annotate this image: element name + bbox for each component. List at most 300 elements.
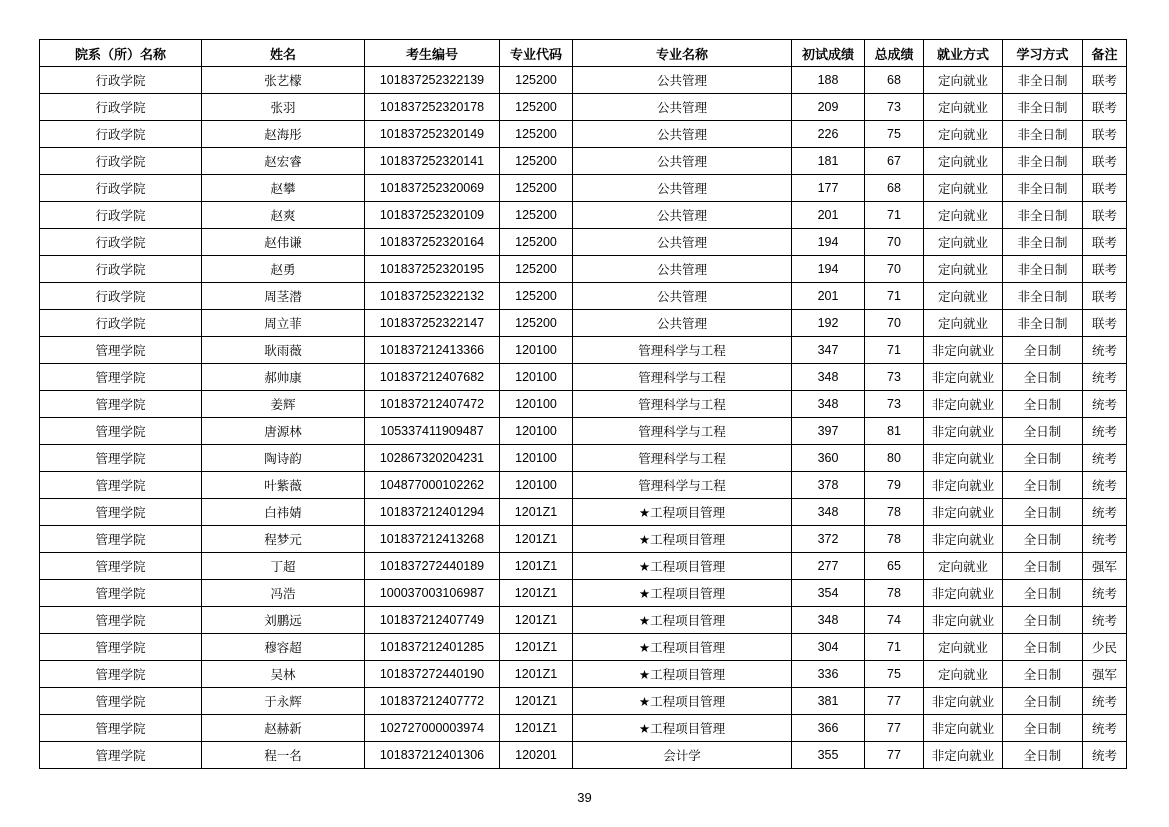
table-row (40, 715, 1127, 742)
cell-remark: 统考 (1083, 337, 1127, 364)
cell-candidate-id: 101837212413366 (365, 337, 500, 364)
table-row (40, 256, 1127, 283)
cell-candidate-id: 101837252322132 (365, 283, 500, 310)
cell-major-code: 1201Z1 (500, 634, 573, 661)
cell-name: 郝帅康 (202, 364, 365, 391)
cell-candidate-id: 100037003106987 (365, 580, 500, 607)
cell-candidate-id: 104877000102262 (365, 472, 500, 499)
table-row (40, 229, 1127, 256)
cell-name: 赵海彤 (202, 121, 365, 148)
cell-prelim-score: 348 (792, 391, 865, 418)
cell-name: 于永辉 (202, 688, 365, 715)
cell-department: 管理学院 (40, 472, 202, 499)
cell-study-mode: 全日制 (1003, 634, 1083, 661)
cell-remark: 强军 (1083, 661, 1127, 688)
cell-major-code: 125200 (500, 148, 573, 175)
cell-study-mode: 非全日制 (1003, 94, 1083, 121)
table-row (40, 202, 1127, 229)
cell-name: 穆容超 (202, 634, 365, 661)
cell-major-name: 公共管理 (573, 283, 792, 310)
cell-total-score: 71 (865, 202, 924, 229)
cell-remark: 统考 (1083, 499, 1127, 526)
cell-employment-type: 非定向就业 (924, 688, 1003, 715)
cell-candidate-id: 102867320204231 (365, 445, 500, 472)
cell-major-name: 管理科学与工程 (573, 418, 792, 445)
cell-department: 行政学院 (40, 283, 202, 310)
cell-major-name: 公共管理 (573, 67, 792, 94)
cell-prelim-score: 378 (792, 472, 865, 499)
cell-major-code: 1201Z1 (500, 553, 573, 580)
cell-department: 管理学院 (40, 499, 202, 526)
cell-remark: 联考 (1083, 148, 1127, 175)
cell-study-mode: 非全日制 (1003, 310, 1083, 337)
cell-total-score: 79 (865, 472, 924, 499)
cell-major-name: ★工程项目管理 (573, 580, 792, 607)
column-header-major-name: 专业名称 (573, 40, 792, 67)
cell-candidate-id: 101837212407749 (365, 607, 500, 634)
cell-employment-type: 非定向就业 (924, 526, 1003, 553)
cell-name: 赵攀 (202, 175, 365, 202)
cell-name: 白祎婧 (202, 499, 365, 526)
cell-remark: 联考 (1083, 67, 1127, 94)
cell-total-score: 67 (865, 148, 924, 175)
cell-major-name: ★工程项目管理 (573, 634, 792, 661)
cell-name: 刘鹏远 (202, 607, 365, 634)
cell-remark: 少民 (1083, 634, 1127, 661)
cell-employment-type: 定向就业 (924, 202, 1003, 229)
cell-major-name: 管理科学与工程 (573, 472, 792, 499)
cell-total-score: 70 (865, 310, 924, 337)
column-header-name: 姓名 (202, 40, 365, 67)
cell-major-name: 管理科学与工程 (573, 445, 792, 472)
cell-major-name: ★工程项目管理 (573, 526, 792, 553)
table-row (40, 634, 1127, 661)
cell-total-score: 78 (865, 580, 924, 607)
cell-candidate-id: 102727000003974 (365, 715, 500, 742)
cell-major-code: 125200 (500, 202, 573, 229)
cell-major-code: 120100 (500, 445, 573, 472)
cell-remark: 统考 (1083, 607, 1127, 634)
cell-study-mode: 全日制 (1003, 742, 1083, 769)
cell-department: 管理学院 (40, 445, 202, 472)
cell-major-name: ★工程项目管理 (573, 661, 792, 688)
admission-table (39, 39, 1127, 769)
cell-name: 耿雨薇 (202, 337, 365, 364)
cell-study-mode: 非全日制 (1003, 175, 1083, 202)
cell-total-score: 75 (865, 121, 924, 148)
cell-total-score: 78 (865, 526, 924, 553)
cell-total-score: 73 (865, 391, 924, 418)
table-row (40, 526, 1127, 553)
cell-department: 管理学院 (40, 580, 202, 607)
cell-employment-type: 非定向就业 (924, 418, 1003, 445)
cell-candidate-id: 101837272440190 (365, 661, 500, 688)
cell-name: 程一名 (202, 742, 365, 769)
cell-employment-type: 定向就业 (924, 661, 1003, 688)
cell-study-mode: 全日制 (1003, 337, 1083, 364)
column-header-department: 院系（所）名称 (40, 40, 202, 67)
cell-major-code: 125200 (500, 94, 573, 121)
cell-major-code: 120100 (500, 364, 573, 391)
cell-candidate-id: 101837252320178 (365, 94, 500, 121)
cell-major-code: 1201Z1 (500, 607, 573, 634)
cell-study-mode: 全日制 (1003, 715, 1083, 742)
table-row (40, 742, 1127, 769)
cell-employment-type: 非定向就业 (924, 337, 1003, 364)
cell-total-score: 68 (865, 175, 924, 202)
cell-total-score: 77 (865, 688, 924, 715)
cell-prelim-score: 366 (792, 715, 865, 742)
cell-name: 张羽 (202, 94, 365, 121)
cell-major-code: 1201Z1 (500, 526, 573, 553)
cell-study-mode: 非全日制 (1003, 229, 1083, 256)
cell-major-name: ★工程项目管理 (573, 715, 792, 742)
cell-major-code: 125200 (500, 175, 573, 202)
cell-name: 姜辉 (202, 391, 365, 418)
cell-total-score: 68 (865, 67, 924, 94)
table-row (40, 472, 1127, 499)
cell-major-code: 120100 (500, 418, 573, 445)
cell-name: 冯浩 (202, 580, 365, 607)
cell-study-mode: 全日制 (1003, 526, 1083, 553)
cell-total-score: 73 (865, 94, 924, 121)
cell-department: 管理学院 (40, 607, 202, 634)
cell-study-mode: 全日制 (1003, 499, 1083, 526)
cell-name: 赵赫新 (202, 715, 365, 742)
cell-major-code: 1201Z1 (500, 688, 573, 715)
cell-study-mode: 全日制 (1003, 661, 1083, 688)
cell-major-name: 会计学 (573, 742, 792, 769)
cell-major-code: 120100 (500, 472, 573, 499)
cell-major-name: 管理科学与工程 (573, 391, 792, 418)
cell-remark: 联考 (1083, 256, 1127, 283)
cell-prelim-score: 226 (792, 121, 865, 148)
cell-name: 赵伟谦 (202, 229, 365, 256)
cell-prelim-score: 372 (792, 526, 865, 553)
cell-prelim-score: 201 (792, 202, 865, 229)
cell-major-code: 1201Z1 (500, 715, 573, 742)
table-row (40, 580, 1127, 607)
cell-major-code: 120100 (500, 337, 573, 364)
cell-name: 程梦元 (202, 526, 365, 553)
cell-employment-type: 定向就业 (924, 175, 1003, 202)
cell-employment-type: 非定向就业 (924, 607, 1003, 634)
cell-major-code: 125200 (500, 283, 573, 310)
cell-remark: 统考 (1083, 742, 1127, 769)
cell-total-score: 77 (865, 715, 924, 742)
cell-total-score: 80 (865, 445, 924, 472)
cell-major-code: 125200 (500, 121, 573, 148)
table-header-row (40, 40, 1127, 67)
cell-candidate-id: 101837272440189 (365, 553, 500, 580)
cell-department: 行政学院 (40, 67, 202, 94)
cell-major-name: ★工程项目管理 (573, 499, 792, 526)
cell-department: 管理学院 (40, 553, 202, 580)
cell-prelim-score: 348 (792, 364, 865, 391)
cell-major-name: 公共管理 (573, 310, 792, 337)
table-row (40, 688, 1127, 715)
cell-remark: 统考 (1083, 688, 1127, 715)
cell-major-name: ★工程项目管理 (573, 688, 792, 715)
cell-employment-type: 定向就业 (924, 94, 1003, 121)
cell-study-mode: 非全日制 (1003, 283, 1083, 310)
column-header-study-mode: 学习方式 (1003, 40, 1083, 67)
cell-total-score: 77 (865, 742, 924, 769)
table-row (40, 283, 1127, 310)
cell-candidate-id: 101837212407472 (365, 391, 500, 418)
cell-candidate-id: 101837212413268 (365, 526, 500, 553)
cell-remark: 统考 (1083, 418, 1127, 445)
cell-major-code: 125200 (500, 310, 573, 337)
table-row (40, 391, 1127, 418)
table-row (40, 445, 1127, 472)
cell-candidate-id: 101837252320164 (365, 229, 500, 256)
cell-prelim-score: 177 (792, 175, 865, 202)
cell-name: 赵爽 (202, 202, 365, 229)
cell-study-mode: 全日制 (1003, 445, 1083, 472)
cell-candidate-id: 101837212407772 (365, 688, 500, 715)
cell-major-code: 1201Z1 (500, 580, 573, 607)
table-row (40, 148, 1127, 175)
cell-remark: 统考 (1083, 715, 1127, 742)
cell-major-name: ★工程项目管理 (573, 607, 792, 634)
cell-candidate-id: 101837252320149 (365, 121, 500, 148)
cell-total-score: 70 (865, 229, 924, 256)
cell-name: 陶诗韵 (202, 445, 365, 472)
cell-prelim-score: 181 (792, 148, 865, 175)
cell-department: 行政学院 (40, 148, 202, 175)
cell-major-code: 120100 (500, 391, 573, 418)
cell-employment-type: 定向就业 (924, 256, 1003, 283)
cell-name: 周立菲 (202, 310, 365, 337)
cell-department: 行政学院 (40, 229, 202, 256)
cell-employment-type: 定向就业 (924, 634, 1003, 661)
table-row (40, 661, 1127, 688)
table-row (40, 310, 1127, 337)
cell-study-mode: 非全日制 (1003, 256, 1083, 283)
cell-name: 丁超 (202, 553, 365, 580)
cell-department: 行政学院 (40, 175, 202, 202)
cell-candidate-id: 101837212401294 (365, 499, 500, 526)
cell-prelim-score: 201 (792, 283, 865, 310)
cell-major-name: 公共管理 (573, 202, 792, 229)
cell-remark: 统考 (1083, 580, 1127, 607)
cell-employment-type: 定向就业 (924, 148, 1003, 175)
column-header-total-score: 总成绩 (865, 40, 924, 67)
cell-candidate-id: 101837212401306 (365, 742, 500, 769)
column-header-candidate-id: 考生编号 (365, 40, 500, 67)
cell-prelim-score: 360 (792, 445, 865, 472)
cell-major-name: 管理科学与工程 (573, 337, 792, 364)
cell-major-name: 公共管理 (573, 94, 792, 121)
cell-major-name: 公共管理 (573, 148, 792, 175)
cell-remark: 统考 (1083, 526, 1127, 553)
cell-remark: 统考 (1083, 391, 1127, 418)
cell-employment-type: 非定向就业 (924, 445, 1003, 472)
cell-employment-type: 定向就业 (924, 283, 1003, 310)
cell-employment-type: 非定向就业 (924, 499, 1003, 526)
cell-remark: 联考 (1083, 202, 1127, 229)
cell-prelim-score: 397 (792, 418, 865, 445)
cell-study-mode: 全日制 (1003, 607, 1083, 634)
cell-employment-type: 非定向就业 (924, 364, 1003, 391)
cell-employment-type: 定向就业 (924, 67, 1003, 94)
cell-candidate-id: 101837252320069 (365, 175, 500, 202)
cell-study-mode: 全日制 (1003, 364, 1083, 391)
cell-total-score: 71 (865, 337, 924, 364)
cell-candidate-id: 101837212401285 (365, 634, 500, 661)
cell-candidate-id: 105337411909487 (365, 418, 500, 445)
cell-total-score: 65 (865, 553, 924, 580)
cell-total-score: 81 (865, 418, 924, 445)
table-body (40, 67, 1127, 769)
cell-employment-type: 非定向就业 (924, 742, 1003, 769)
table-row (40, 121, 1127, 148)
cell-department: 行政学院 (40, 256, 202, 283)
cell-major-name: 公共管理 (573, 229, 792, 256)
cell-major-name: 公共管理 (573, 121, 792, 148)
table-row (40, 337, 1127, 364)
cell-department: 管理学院 (40, 688, 202, 715)
cell-name: 赵勇 (202, 256, 365, 283)
cell-department: 行政学院 (40, 121, 202, 148)
cell-total-score: 70 (865, 256, 924, 283)
column-header-prelim-score: 初试成绩 (792, 40, 865, 67)
cell-major-name: 管理科学与工程 (573, 364, 792, 391)
cell-department: 行政学院 (40, 94, 202, 121)
cell-study-mode: 非全日制 (1003, 67, 1083, 94)
cell-study-mode: 全日制 (1003, 418, 1083, 445)
cell-remark: 联考 (1083, 283, 1127, 310)
table-row (40, 67, 1127, 94)
column-header-employment-type: 就业方式 (924, 40, 1003, 67)
cell-prelim-score: 336 (792, 661, 865, 688)
cell-department: 管理学院 (40, 634, 202, 661)
cell-employment-type: 定向就业 (924, 229, 1003, 256)
cell-prelim-score: 347 (792, 337, 865, 364)
cell-major-code: 1201Z1 (500, 499, 573, 526)
table-row (40, 499, 1127, 526)
cell-prelim-score: 194 (792, 256, 865, 283)
cell-department: 管理学院 (40, 391, 202, 418)
cell-study-mode: 全日制 (1003, 472, 1083, 499)
cell-remark: 联考 (1083, 121, 1127, 148)
cell-employment-type: 定向就业 (924, 121, 1003, 148)
cell-department: 管理学院 (40, 526, 202, 553)
cell-candidate-id: 101837252322147 (365, 310, 500, 337)
cell-remark: 联考 (1083, 175, 1127, 202)
cell-prelim-score: 354 (792, 580, 865, 607)
cell-prelim-score: 348 (792, 499, 865, 526)
cell-name: 周茎潜 (202, 283, 365, 310)
cell-department: 行政学院 (40, 310, 202, 337)
cell-total-score: 74 (865, 607, 924, 634)
table-row (40, 175, 1127, 202)
cell-major-code: 125200 (500, 256, 573, 283)
cell-employment-type: 非定向就业 (924, 391, 1003, 418)
table-row (40, 94, 1127, 121)
cell-study-mode: 非全日制 (1003, 202, 1083, 229)
cell-prelim-score: 277 (792, 553, 865, 580)
cell-prelim-score: 304 (792, 634, 865, 661)
cell-employment-type: 非定向就业 (924, 472, 1003, 499)
column-header-remark: 备注 (1083, 40, 1127, 67)
column-header-major-code: 专业代码 (500, 40, 573, 67)
cell-remark: 强军 (1083, 553, 1127, 580)
cell-remark: 统考 (1083, 472, 1127, 499)
cell-employment-type: 定向就业 (924, 310, 1003, 337)
cell-department: 管理学院 (40, 715, 202, 742)
cell-employment-type: 非定向就业 (924, 715, 1003, 742)
cell-study-mode: 全日制 (1003, 688, 1083, 715)
cell-name: 赵宏睿 (202, 148, 365, 175)
cell-employment-type: 定向就业 (924, 553, 1003, 580)
cell-major-code: 125200 (500, 67, 573, 94)
cell-candidate-id: 101837252320141 (365, 148, 500, 175)
cell-prelim-score: 188 (792, 67, 865, 94)
cell-remark: 联考 (1083, 310, 1127, 337)
cell-remark: 联考 (1083, 94, 1127, 121)
cell-prelim-score: 192 (792, 310, 865, 337)
cell-study-mode: 全日制 (1003, 391, 1083, 418)
cell-remark: 统考 (1083, 364, 1127, 391)
cell-prelim-score: 381 (792, 688, 865, 715)
cell-study-mode: 全日制 (1003, 580, 1083, 607)
cell-department: 管理学院 (40, 661, 202, 688)
cell-name: 叶紫薇 (202, 472, 365, 499)
cell-prelim-score: 194 (792, 229, 865, 256)
cell-major-code: 125200 (500, 229, 573, 256)
cell-department: 管理学院 (40, 742, 202, 769)
cell-name: 唐源林 (202, 418, 365, 445)
cell-candidate-id: 101837252320109 (365, 202, 500, 229)
table-row (40, 607, 1127, 634)
cell-total-score: 75 (865, 661, 924, 688)
cell-employment-type: 非定向就业 (924, 580, 1003, 607)
cell-total-score: 71 (865, 283, 924, 310)
table-row (40, 418, 1127, 445)
cell-remark: 统考 (1083, 445, 1127, 472)
cell-prelim-score: 348 (792, 607, 865, 634)
cell-major-name: 公共管理 (573, 175, 792, 202)
cell-name: 张艺檬 (202, 67, 365, 94)
cell-study-mode: 非全日制 (1003, 148, 1083, 175)
cell-department: 管理学院 (40, 337, 202, 364)
cell-remark: 联考 (1083, 229, 1127, 256)
cell-candidate-id: 101837252322139 (365, 67, 500, 94)
table-row (40, 364, 1127, 391)
cell-major-name: ★工程项目管理 (573, 553, 792, 580)
cell-study-mode: 非全日制 (1003, 121, 1083, 148)
cell-prelim-score: 209 (792, 94, 865, 121)
cell-major-code: 1201Z1 (500, 661, 573, 688)
cell-department: 行政学院 (40, 202, 202, 229)
cell-name: 吴林 (202, 661, 365, 688)
page-number: 39 (577, 790, 592, 805)
cell-total-score: 73 (865, 364, 924, 391)
cell-candidate-id: 101837212407682 (365, 364, 500, 391)
cell-department: 管理学院 (40, 418, 202, 445)
cell-total-score: 71 (865, 634, 924, 661)
cell-major-code: 120201 (500, 742, 573, 769)
table-row (40, 553, 1127, 580)
cell-candidate-id: 101837252320195 (365, 256, 500, 283)
cell-prelim-score: 355 (792, 742, 865, 769)
cell-major-name: 公共管理 (573, 256, 792, 283)
cell-department: 管理学院 (40, 364, 202, 391)
cell-total-score: 78 (865, 499, 924, 526)
cell-study-mode: 全日制 (1003, 553, 1083, 580)
